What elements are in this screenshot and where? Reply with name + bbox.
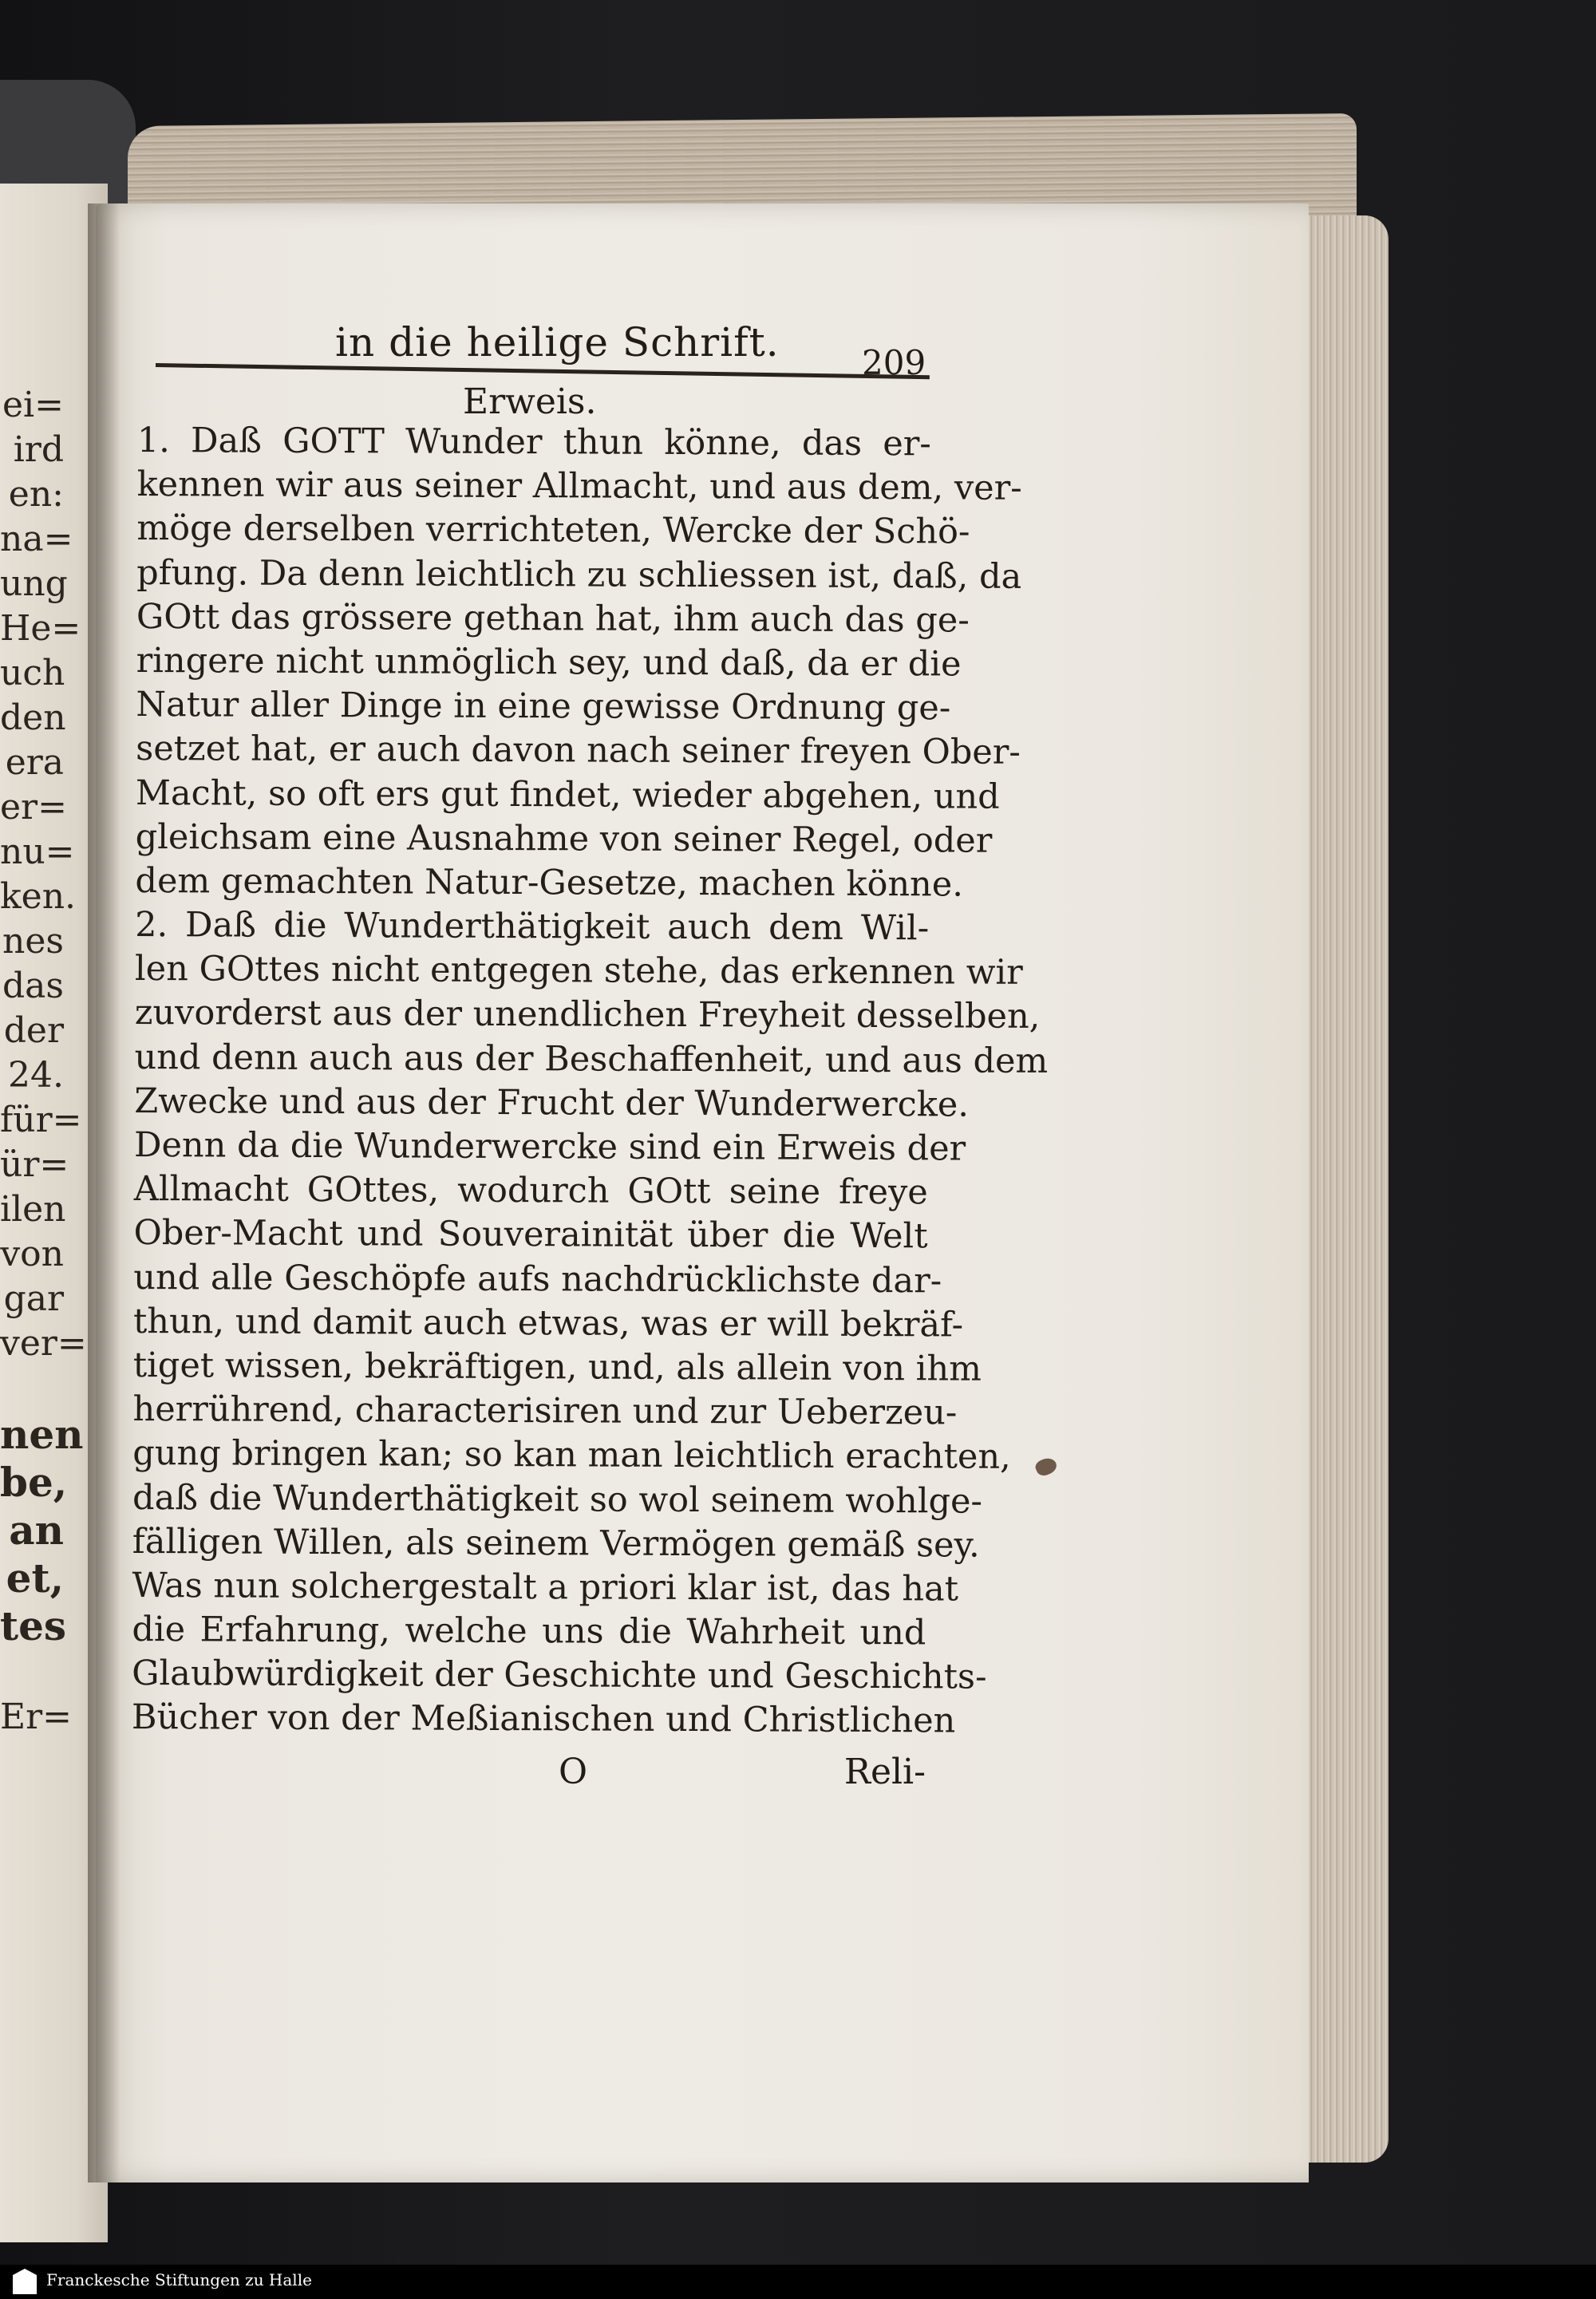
text-line: 2. Daß die Wunderthätigkeit auch dem Wil-	[135, 905, 930, 949]
text-line: Zwecke und aus der Frucht der Wunderwercke.	[134, 1080, 970, 1125]
text-line: pfung. Da denn leichtlich zu schliessen ist, daß, da	[136, 552, 1022, 597]
text-line: Glaubwürdigkeit der Geschichte und Geschichts-	[132, 1653, 987, 1697]
text-line: kennen wir aus seiner Allmacht, und aus dem, ver-	[136, 464, 1022, 509]
left-fragment: ilen	[0, 1189, 66, 1230]
left-fragment: das	[2, 966, 64, 1006]
section-title: Erweis.	[463, 381, 597, 422]
text-line: Denn da die Wunderwercke sind ein Erweis der	[133, 1124, 966, 1169]
text-line: und denn auch aus der Beschaffenheit, und aus dem	[134, 1037, 1049, 1081]
left-page-text-fragments	[0, 383, 87, 1740]
text-line: Was nun solchergestalt a priori klar ist, das hat	[132, 1565, 959, 1610]
text-line: zuvorderst aus der unendlichen Freyheit desselben,	[134, 993, 1041, 1037]
left-fragment: na=	[0, 519, 73, 559]
text-line: die Erfahrung, welche uns die Wahrheit und	[132, 1610, 926, 1653]
text-line: ringere nicht unmöglich sey, und daß, da er die	[136, 640, 962, 685]
left-fragment: gar	[3, 1278, 64, 1319]
body-text	[131, 419, 1049, 1744]
signature-mark: O	[559, 1752, 588, 1792]
left-fragment: der	[3, 1010, 64, 1051]
text-line: daß die Wunderthätigkeit so wol seinem wohlge-	[132, 1477, 983, 1522]
left-fragment: ür=	[0, 1144, 69, 1185]
text-line: Ober-Macht und Souverainität über die Welt	[133, 1213, 928, 1257]
left-fragment: en:	[8, 474, 64, 515]
page-number: 209	[862, 343, 926, 382]
left-fragment: 24.	[8, 1055, 64, 1096]
text-line: setzet hat, er auch davon nach seiner freyen Ober-	[136, 729, 1021, 773]
text-line: gleichsam eine Ausnahme von seiner Regel, oder	[135, 816, 993, 861]
left-fragment	[0, 1650, 64, 1695]
text-line: tiget wissen, bekräftigen, und, als allein von ihm	[132, 1345, 982, 1389]
running-title: in die heilige Schrift.	[335, 319, 780, 365]
text-line: GOtt das grössere gethan hat, ihm auch das ge-	[136, 596, 970, 641]
text-line: gung bringen kan; so kan man leichtlich erachten,	[132, 1433, 1011, 1478]
left-fragment: den	[0, 697, 66, 738]
left-fragment: nu=	[0, 832, 75, 872]
text-line: möge derselben verrichteten, Wercke der Schö-	[136, 508, 970, 552]
text-line: 1. Daß GOTT Wunder thun könne, das er-	[136, 421, 931, 464]
left-fragment: nen	[0, 1411, 84, 1458]
left-fragment: ird	[13, 429, 64, 470]
text-line: und alle Geschöpfe aufs nachdrücklichste dar-	[133, 1257, 942, 1301]
left-fragment: an	[9, 1507, 64, 1554]
left-fragment: uch	[0, 653, 65, 693]
catchword: Reli-	[843, 1752, 926, 1792]
left-fragment: He=	[0, 608, 81, 649]
left-fragment: ken.	[0, 876, 77, 917]
left-fragment: era	[5, 742, 64, 783]
left-fragment: tes	[0, 1602, 67, 1649]
footer-institution: Franckesche Stiftungen zu Halle	[46, 2270, 312, 2289]
text-line: Allmacht GOttes, wodurch GOtt seine freye	[133, 1169, 928, 1213]
gutter-shadow	[88, 203, 120, 2182]
left-fragment: ung	[0, 563, 68, 604]
left-fragment: Er=	[0, 1697, 73, 1737]
text-line: thun, und damit auch etwas, was er will bekräf-	[132, 1301, 964, 1345]
left-fragment: be,	[0, 1459, 68, 1506]
left-fragment: ver=	[0, 1323, 87, 1364]
text-line: dem gemachten Natur-Gesetze, machen könne.	[135, 860, 964, 905]
left-fragment: nes	[2, 921, 64, 962]
text-line: len GOttes nicht entgegen stehe, das erkennen wir	[134, 949, 1023, 993]
text-line: Bücher von der Meßianischen und Christlichen	[131, 1697, 956, 1741]
text-line: Macht, so oft ers gut findet, wieder abgehen, und	[135, 772, 1000, 817]
left-fragment: et,	[6, 1554, 64, 1602]
text-line: Natur aller Dinge in eine gewisse Ordnung ge-	[136, 685, 951, 729]
left-fragment: für=	[0, 1100, 82, 1140]
left-fragment: von	[0, 1234, 64, 1274]
left-fragment: er=	[0, 787, 67, 828]
left-fragment: ei=	[2, 385, 64, 425]
text-line: fälligen Willen, als seinem Vermögen gemäß sey.	[132, 1521, 980, 1566]
text-line: herrührend, characterisiren und zur Ueberzeu-	[132, 1389, 958, 1433]
left-fragment	[0, 1366, 64, 1411]
